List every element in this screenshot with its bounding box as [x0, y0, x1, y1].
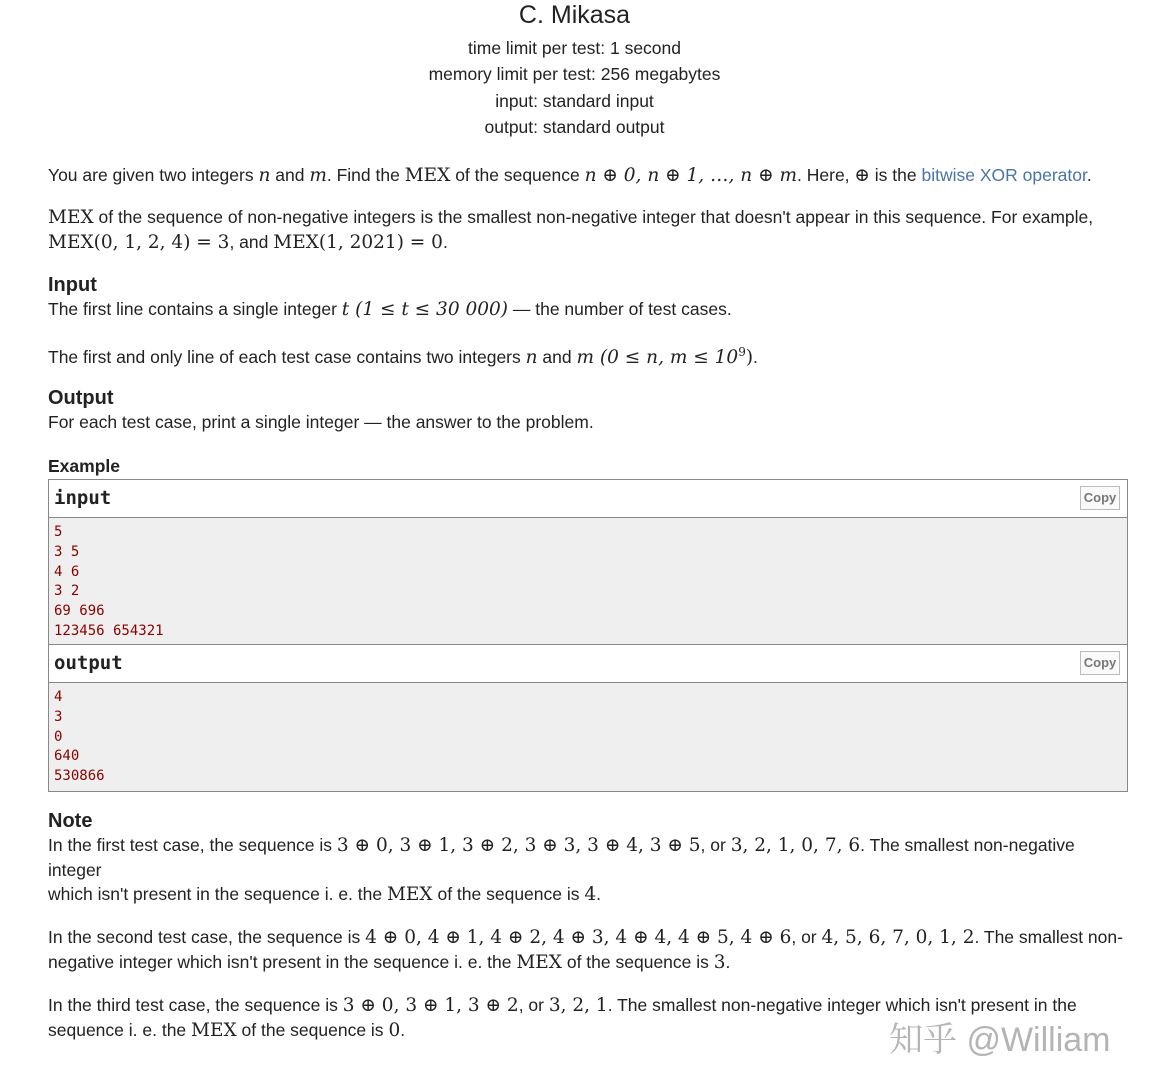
example-title: Example: [48, 456, 120, 476]
math-t-constraint: t (1 ≤ t ≤ 30 000): [341, 299, 508, 320]
math-close-paren: ): [745, 346, 754, 368]
text: . The smallest non-negative integer which isn't present in the: [607, 995, 1077, 1015]
input-line: 69 696: [54, 603, 105, 620]
math-example-1: MEX(0, 1, 2, 4) = 3: [48, 232, 230, 253]
input-line: 5: [54, 524, 63, 540]
input-section-title: Input: [48, 274, 97, 296]
math-values: 3, 2, 1: [548, 995, 608, 1016]
text: .: [442, 232, 448, 252]
text: In the third test case, the sequence is: [48, 995, 343, 1015]
bitwise-xor-link[interactable]: bitwise XOR operator: [921, 165, 1087, 185]
output-type: output: standard output: [484, 116, 665, 137]
text: negative integer which isn't present in the sequence i. e. the: [48, 952, 517, 972]
text: . The smallest non-: [974, 927, 1123, 947]
text: . Find the: [326, 165, 405, 185]
problem-header: [0, 1, 1149, 140]
text: , and: [229, 232, 274, 252]
zhihu-watermark: 知乎 @William: [889, 1021, 1111, 1059]
output-line: 0: [54, 728, 63, 745]
math-exponent: 9: [738, 345, 746, 359]
text: , or: [791, 927, 822, 947]
math-n: n: [258, 165, 271, 186]
text: .: [753, 346, 758, 367]
example-output-header: [49, 644, 1127, 683]
text: , or: [518, 995, 549, 1015]
text: .: [1086, 165, 1092, 185]
example-input-box: [48, 479, 1128, 647]
text: — the number of test cases.: [508, 299, 732, 319]
output-section: [48, 386, 1127, 434]
text: of the sequence is: [561, 952, 714, 972]
text: of the sequence: [450, 165, 585, 185]
text: In the second test case, the sequence is: [48, 927, 366, 947]
output-description: For each test case, print a single integer — the answer to the problem.: [48, 412, 594, 432]
example-output-label: output: [54, 652, 123, 674]
math-mex: MEX: [386, 884, 433, 905]
example-output-content: [49, 683, 1127, 791]
input-line: 123456 654321: [54, 622, 164, 639]
time-limit: time limit per test: 1 second: [468, 38, 681, 58]
math-sequence: 4 ⊕ 0, 4 ⊕ 1, 4 ⊕ 2, 4 ⊕ 3, 4 ⊕ 4, 4 ⊕ 5, 4 ⊕ 6: [365, 927, 792, 948]
example-output-box: [48, 644, 1128, 792]
output-line: 640: [54, 748, 80, 765]
math-values: 4, 5, 6, 7, 0, 1, 2: [821, 927, 975, 948]
example-input-content: [49, 518, 1127, 646]
math-mex: MEX: [191, 1020, 237, 1041]
note-paragraph-2: [48, 925, 1127, 975]
math-example-2: MEX(1, 2021) = 0: [273, 232, 443, 253]
text: .: [725, 952, 731, 972]
math-answer: 3: [713, 952, 726, 973]
text: sequence i. e. the: [48, 1020, 192, 1040]
text: and: [270, 165, 310, 185]
text: . The smallest non-negative integer: [48, 835, 1075, 880]
copy-input-button[interactable]: Copy: [1080, 486, 1120, 510]
math-sequence: n ⊕ 0, n ⊕ 1, …, n ⊕ m: [584, 165, 798, 186]
text: In the first test case, the sequence is: [48, 835, 337, 855]
example-input-label: input: [54, 487, 112, 509]
math-mex: MEX: [48, 207, 94, 228]
statement-paragraph-1: [48, 163, 1127, 188]
math-sequence: 3 ⊕ 0, 3 ⊕ 1, 3 ⊕ 2, 3 ⊕ 3, 3 ⊕ 4, 3 ⊕ 5: [336, 835, 701, 856]
math-n: n: [525, 346, 538, 368]
text: , or: [700, 835, 731, 855]
note-section-title: Note: [48, 810, 93, 832]
math-m: m: [576, 346, 595, 368]
text: and: [537, 346, 577, 367]
input-line: 3 2: [54, 583, 80, 600]
note-section: [48, 809, 1127, 1043]
math-sequence: 3 ⊕ 0, 3 ⊕ 1, 3 ⊕ 2: [342, 995, 519, 1016]
text: .: [596, 884, 602, 904]
text: which isn't present in the sequence i. e. the: [48, 884, 387, 904]
text: The first and only line of each test case contains two integers: [48, 346, 526, 367]
output-line: 530866: [54, 768, 105, 785]
text: The first line contains a single integer: [48, 299, 342, 319]
input-line: 3 5: [54, 543, 80, 560]
math-mex: MEX: [404, 165, 451, 186]
output-line: 3: [54, 708, 63, 725]
output-line: 4: [54, 689, 63, 705]
math-mex: MEX: [516, 952, 562, 973]
memory-limit: memory limit per test: 256 megabytes: [428, 64, 721, 85]
text: . Here,: [797, 165, 855, 185]
problem-title: C. Mikasa: [518, 1, 631, 29]
math-answer: 0: [388, 1020, 401, 1041]
input-section: [48, 273, 1127, 370]
math-answer: 4: [584, 884, 597, 905]
note-paragraph-1: [48, 833, 1127, 907]
math-values: 3, 2, 1, 0, 7, 6: [730, 835, 861, 856]
text: of the sequence is: [432, 884, 585, 904]
text: is the: [869, 165, 922, 185]
text: of the sequence is: [236, 1020, 389, 1040]
input-line: 4 6: [54, 563, 80, 580]
copy-output-button[interactable]: Copy: [1080, 651, 1120, 675]
math-m: m: [309, 165, 327, 186]
text: of the sequence of non-negative integers is the smallest non-negative integer that doesn't appear in this sequence. For example,: [93, 207, 1094, 227]
example-input-header: [49, 480, 1127, 518]
output-section-title: Output: [48, 387, 114, 409]
text: .: [400, 1020, 406, 1040]
math-nm-constraint: (0 ≤ n, m ≤ 10: [594, 346, 739, 368]
input-type: input: standard input: [495, 90, 654, 111]
statement-paragraph-2: [48, 205, 1127, 255]
text: You are given two integers: [48, 165, 259, 185]
math-xor: ⊕: [854, 165, 870, 186]
